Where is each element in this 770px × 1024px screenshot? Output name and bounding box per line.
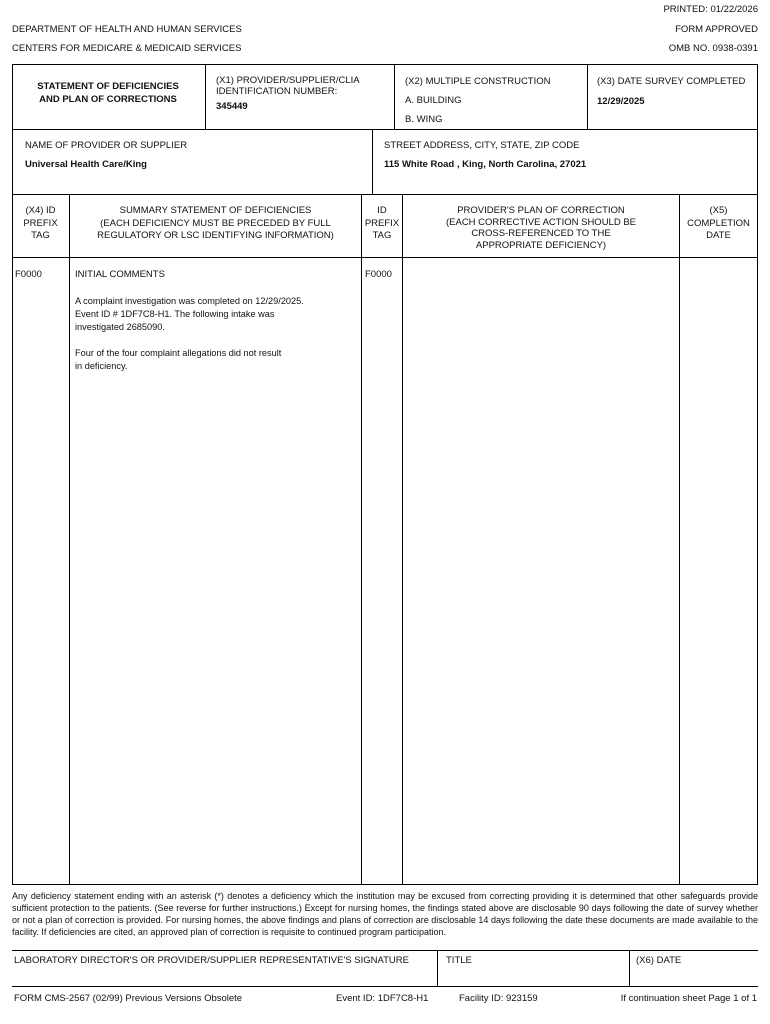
title-label[interactable]: TITLE [446,955,472,966]
signature-label[interactable]: LABORATORY DIRECTOR'S OR PROVIDER/SUPPLIER REPRESENTATIVE'S SIGNATURE [14,955,409,966]
form-id: FORM CMS-2567 (02/99) Previous Versions Obsolete [14,993,243,1004]
event-id: Event ID: 1DF7C8-H1 [336,993,429,1004]
centers-name: CENTERS FOR MEDICARE & MEDICAID SERVICES [12,43,242,54]
x3-label: (X3) DATE SURVEY COMPLETED [597,76,746,87]
x2-wing: B. WING [405,114,443,125]
provider-name-value: Universal Health Care/King [25,159,147,170]
entry-tag: F0000 [15,269,42,280]
x1-label: (X1) PROVIDER/SUPPLIER/CLIA IDENTIFICATION NUMBER: [216,75,360,97]
omb-number: OMB NO. 0938-0391 [668,43,758,54]
x1-value: 345449 [216,101,248,112]
x2-label: (X2) MULTIPLE CONSTRUCTION [405,76,551,87]
provider-name-label: NAME OF PROVIDER OR SUPPLIER [25,140,188,151]
date-label[interactable]: (X6) DATE [636,955,682,966]
entry-paragraph-2: Four of the four complaint allegations did not result in deficiency. [75,348,282,371]
x3-value: 12/29/2025 [597,96,645,107]
id-tag-header: ID PREFIX TAG [364,205,400,241]
disclaimer: Any deficiency statement ending with an asterisk (*) denotes a deficiency which the institution may be excused from correcting providing it is determined that other safeguards provide sufficient protection to the patients. (See reverse for further instructions.) Except for nursing homes, the findings stated above are disclosable 90 days following the date of survey whether or not a plan of correction is provided. For nursing homes, the above findings and plans of correction are disclosable 14 days following the date these documents are made available to the facility. If deficiencies are cited, an approved plan of correction is requisite to continued program participation. [12,891,758,937]
page-info: If continuation sheet Page 1 of 1 [620,993,757,1004]
printed-date: PRINTED: 01/22/2026 [663,4,758,15]
facility-id: Facility ID: 923159 [459,993,538,1004]
entry-heading: INITIAL COMMENTS [75,269,165,280]
statement-title: STATEMENT OF DEFICIENCIES AND PLAN OF CORRECTIONS [37,81,179,105]
x5-header: (X5) COMPLETION DATE [687,205,750,241]
x4-header: (X4) ID PREFIX TAG [23,205,58,241]
address-label: STREET ADDRESS, CITY, STATE, ZIP CODE [384,140,580,151]
entry-paragraph-1: A complaint investigation was completed on 12/29/2025. Event ID # 1DF7C8-H1. The following intake was investigated 2685090. [75,296,304,332]
department-name: DEPARTMENT OF HEALTH AND HUMAN SERVICES [12,24,242,35]
form-approved: FORM APPROVED [675,24,758,35]
summary-header: SUMMARY STATEMENT OF DEFICIENCIES (EACH DEFICIENCY MUST BE PRECEDED BY FULL REGULATORY OR LSC IDENTIFYING INFORMATION) [97,205,334,241]
entry-id-tag: F0000 [365,269,392,280]
x2-building: A. BUILDING [405,95,462,106]
address-value: 115 White Road , King, North Carolina, 27021 [384,159,587,170]
plan-header: PROVIDER'S PLAN OF CORRECTION (EACH CORRECTIVE ACTION SHOULD BE CROSS-REFERENCED TO THE APPROPRIATE DEFICIENCY) [445,205,637,251]
